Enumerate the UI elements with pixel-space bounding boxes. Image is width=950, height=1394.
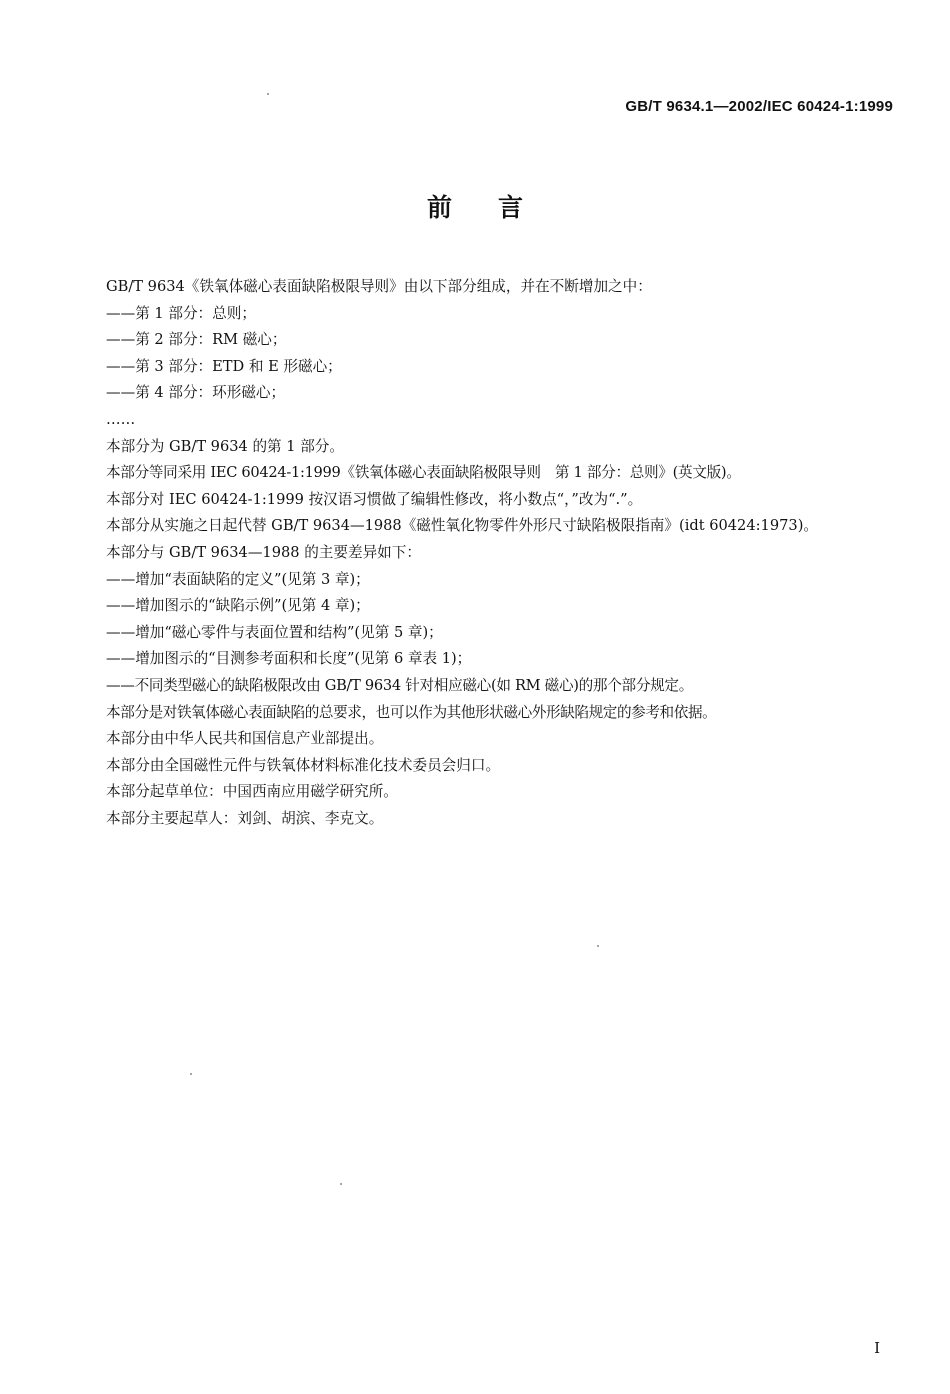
paragraph: 本部分由中华人民共和国信息产业部提出。	[106, 730, 384, 748]
paragraph: 本部分对 IEC 60424-1:1999 按汉语习惯做了编辑性修改，将小数点“，”改为“.”。	[106, 490, 643, 508]
list-item: ——不同类型磁心的缺陷极限改由 GB/T 9634 针对相应磁心(如 RM 磁心)的那个部分规定。	[106, 676, 693, 694]
list-item: ——第 4 部分：环形磁心；	[106, 384, 286, 402]
standard-number-header: GB/T 9634.1—2002/IEC 60424-1:1999	[625, 98, 893, 115]
scan-speck	[267, 93, 269, 95]
page-title: 前言	[426, 193, 569, 222]
list-item: ——第 1 部分：总则；	[106, 304, 256, 322]
list-item: ——增加图示的“目测参考面积和长度”(见第 6 章表 1)；	[106, 650, 472, 668]
paragraph: 本部分起草单位：中国西南应用磁学研究所。	[106, 783, 398, 801]
list-item: ——增加图示的“缺陷示例”(见第 4 章)；	[106, 597, 370, 615]
scan-speck	[190, 1073, 192, 1075]
list-item: ——第 3 部分：ETD 和 E 形磁心；	[106, 357, 342, 375]
paragraph: 本部分主要起草人：刘剑、胡滨、李克文。	[106, 809, 384, 827]
paragraph: 本部分是对铁氧体磁心表面缺陷的总要求，也可以作为其他形状磁心外形缺陷规定的参考和依据。	[106, 703, 717, 721]
list-item: ——增加“磁心零件与表面位置和结构”(见第 5 章)；	[106, 623, 443, 641]
page-number: I	[874, 1339, 880, 1357]
paragraph: GB/T 9634《铁氧体磁心表面缺陷极限导则》由以下部分组成，并在不断增加之中：	[106, 278, 652, 295]
paragraph: 本部分与 GB/T 9634—1988 的主要差异如下：	[106, 543, 421, 561]
paragraph: 本部分等同采用 IEC 60424-1:1999《铁氧体磁心表面缺陷极限导则 第 1 部分：总则》(英文版)。	[106, 464, 741, 482]
scan-speck	[597, 945, 599, 947]
list-item: ——第 2 部分：RM 磁心；	[106, 331, 287, 349]
paragraph: 本部分由全国磁性元件与铁氧体材料标准化技术委员会归口。	[106, 756, 501, 774]
list-item: ——增加“表面缺陷的定义”(见第 3 章)；	[106, 570, 370, 588]
paragraph: 本部分为 GB/T 9634 的第 1 部分。	[106, 437, 344, 455]
paragraph: 本部分从实施之日起代替 GB/T 9634—1988《磁性氧化物零件外形尺寸缺陷极限指南》(idt 60424:1973)。	[106, 517, 818, 535]
foreword-body	[70, 274, 900, 832]
scan-speck	[340, 1183, 342, 1185]
ellipsis: ……	[106, 410, 136, 428]
